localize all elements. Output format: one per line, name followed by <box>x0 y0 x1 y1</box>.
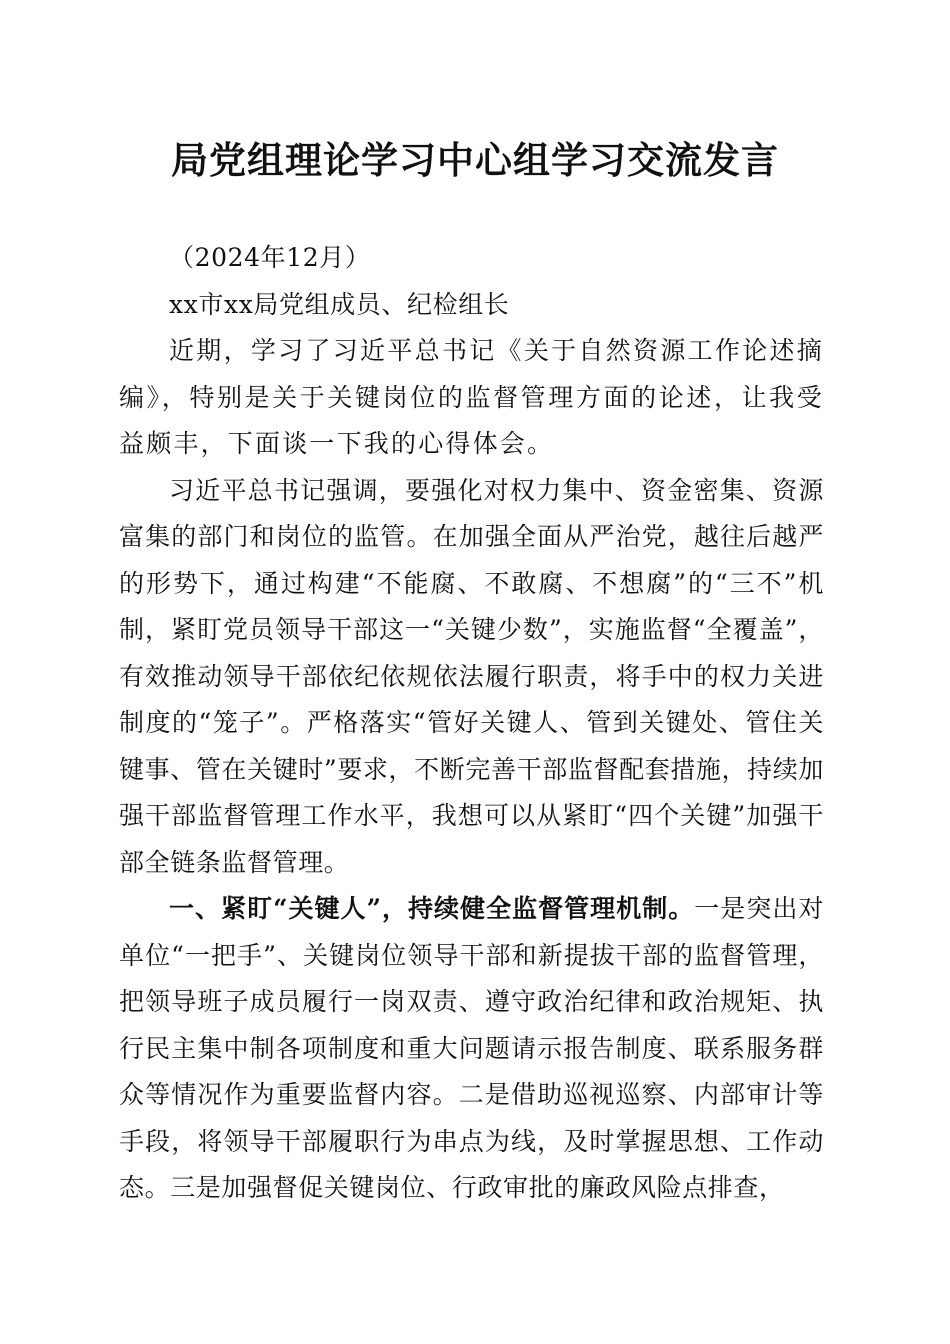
paragraph-main: 习近平总书记强调，要强化对权力集中、资金密集、资源富集的部门和岗位的监管。在加强全面从严治党，越往后越严的形势下，通过构建“不能腐、不敢腐、不想腐”的“三不”机制，紧盯党员领导干部这一“关键少数”，实施监督“全覆盖”，有效推动领导干部依纪依规依法履行职责，将手中的权力关进制度的“笼子”。严格落实“管好关键人、管到关键处、管住关键事、管在关键时”要求，不断完善干部监督配套措施，持续加强干部监督管理工作水平，我想可以从紧盯“四个关键”加强干部全链条监督管理。 <box>119 475 824 877</box>
section-1-heading: 一、紧盯“关键人”，持续健全监督管理机制。 <box>169 894 695 923</box>
document-body <box>119 235 824 1212</box>
document-date: （2024年12月） <box>169 243 371 272</box>
document-author: xx市xx局党组成员、纪检组长 <box>169 289 510 319</box>
section-1-text: 一是突出对单位“一把手”、关键岗位领导干部和新提拔干部的监督管理，把领导班子成员履行一岗双责、遵守政治纪律和政治规矩、执行民主集中制各项制度和重大问题请示报告制度、联系服务群众等情况作为重要监督内容。二是借助巡视巡察、内部审计等手段，将领导干部履职行为串点为线，及时掌握思想、工作动态。三是加强督促关键岗位、行政审批的廉政风险点排查， <box>119 894 824 1202</box>
document-title: 局党组理论学习中心组学习交流发言 <box>171 138 779 182</box>
paragraph-section-1 <box>119 886 824 1212</box>
paragraph-intro: 近期，学习了习近平总书记《关于自然资源工作论述摘编》，特别是关于关键岗位的监督管理方面的论述，让我受益颇丰，下面谈一下我的心得体会。 <box>119 336 824 458</box>
